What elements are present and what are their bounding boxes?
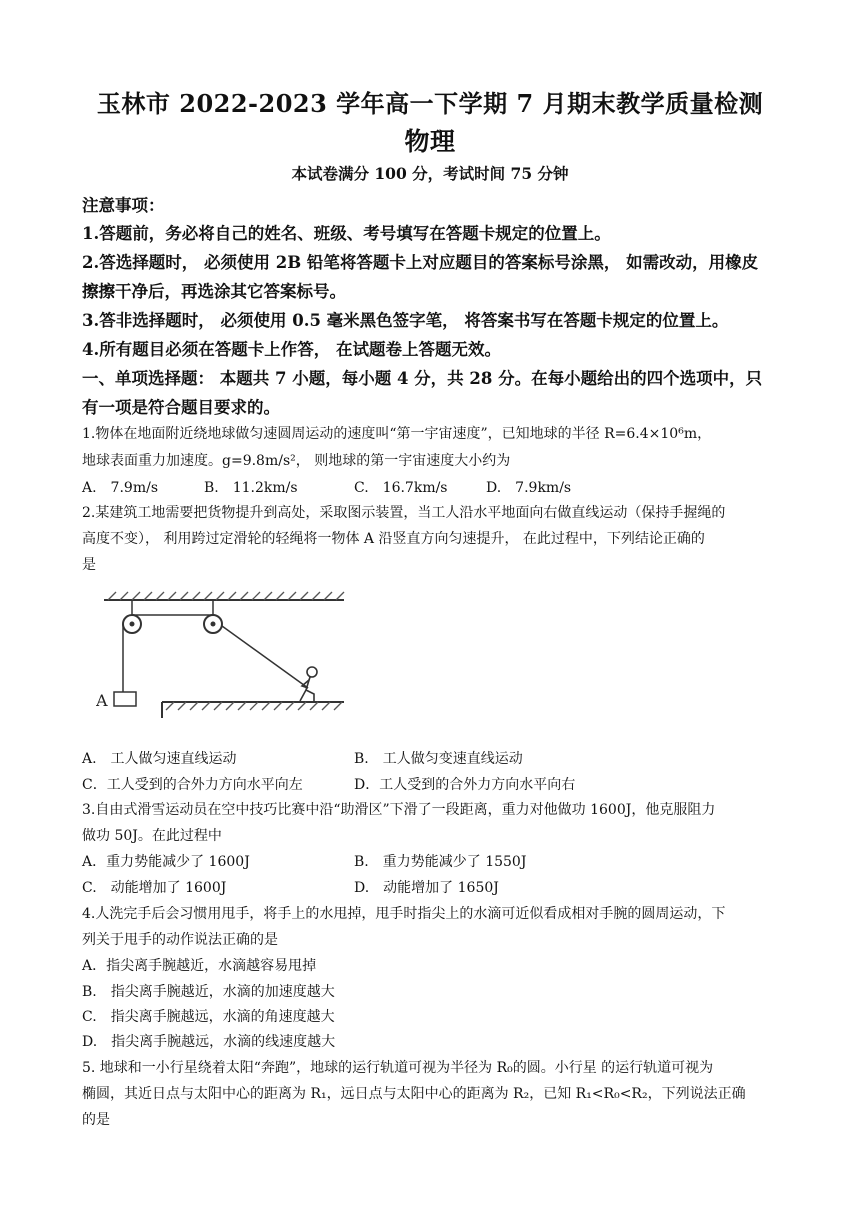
q5-stem-cont: 椭圆，其近日点与太阳中心的距离为 R₁，远日点与太阳中心的距离为 R₂，已知 R₁<R₀<R₂，下列说法正确 (82, 1086, 746, 1102)
notice-item-1: 1.答题前，务必将自己的姓名、班级、考号填写在答题卡规定的位置上。 (82, 224, 611, 243)
q2-stem: 2.某建筑工地需要把货物提升到高处，采取图示装置，当工人沿水平地面向右做直线运动（保持手握绳的 (82, 505, 726, 521)
notice-heading: 注意事项： (82, 196, 165, 215)
exam-title: 玉林市 2022-2023 学年高一下学期 7 月期末教学质量检测 (96, 89, 764, 118)
q3-stem: 3.自由式滑雪运动员在空中技巧比赛中沿“助滑区”下滑了一段距离，重力对他做功 1600J，他克服阻力 (82, 802, 716, 818)
q3-stem-cont: 做功 50J。在此过程中 (82, 828, 222, 844)
q4-option-c: C. 指尖离手腕越远，水滴的角速度越大 (82, 1009, 335, 1025)
subject-title: 物理 (404, 127, 456, 156)
q1-option-a: A. 7.9m/s (82, 480, 159, 496)
q1-stem: 1.物体在地面附近绕地球做匀速圆周运动的速度叫“第一宇宙速度”，已知地球的半径 R=6.4×10⁶m， (82, 426, 712, 442)
q1-option-b: B. 11.2km/s (204, 480, 298, 496)
notice-item-2-cont: 擦擦干净后，再选涂其它答案标号。 (82, 282, 346, 301)
q2-option-d: D．工人受到的合外力方向水平向右 (354, 777, 576, 793)
section-heading: 一、单项选择题： 本题共 7 小题，每小题 4 分，共 28 分。在每小题给出的四个选项中，只 (82, 369, 763, 388)
q2-stem-end: 是 (82, 557, 96, 573)
q3-option-b: B. 重力势能减少了 1550J (354, 854, 527, 870)
q4-option-d: D. 指尖离手腕越远，水滴的线速度越大 (82, 1034, 336, 1050)
q4-stem: 4.人洗完手后会习惯用甩手，将手上的水甩掉，甩手时指尖上的水滴可近似看成相对手腕的圆周运动，下 (82, 906, 726, 922)
q1-option-c: C. 16.7km/s (354, 480, 448, 496)
q1-option-d: D. 7.9km/s (486, 480, 572, 496)
q5-stem: 5. 地球和一小行星绕着太阳“奔跑”，地球的运行轨道可视为半径为 R₀的圆。小行星 的运行轨道可视为 (82, 1060, 714, 1076)
section-heading-cont: 有一项是符合题目要求的。 (82, 398, 280, 417)
notice-item-4: 4.所有题目必须在答题卡上作答， 在试题卷上答题无效。 (82, 340, 501, 359)
block-a-label: A (96, 691, 108, 710)
q5-stem-end: 的是 (82, 1112, 110, 1128)
q4-option-b: B. 指尖离手腕越近，水滴的加速度越大 (82, 984, 335, 1000)
q4-option-a: A．指尖离手腕越近，水滴越容易甩掉 (82, 958, 317, 974)
q2-option-b: B. 工人做匀变速直线运动 (354, 751, 523, 767)
q4-stem-cont: 列关于甩手的动作说法正确的是 (82, 932, 278, 948)
q2-option-c: C．工人受到的合外力方向水平向左 (82, 777, 303, 793)
q1-stem-cont: 地球表面重力加速度。g=9.8m/s²， 则地球的第一宇宙速度大小约为 (82, 453, 511, 469)
q2-option-a: A. 工人做匀速直线运动 (82, 751, 237, 767)
notice-item-2: 2.答选择题时， 必须使用 2B 铅笔将答题卡上对应题目的答案标号涂黑， 如需改动，用橡皮 (82, 253, 759, 272)
q3-option-a: A．重力势能减少了 1600J (82, 854, 250, 870)
q2-stem-cont: 高度不变）， 利用跨过定滑轮的轻绳将一物体 A 沿竖直方向匀速提升， 在此过程中，下列结论正确的 (82, 531, 705, 547)
pulley-figure (96, 580, 376, 720)
exam-info: 本试卷满分 100 分，考试时间 75 分钟 (291, 164, 569, 183)
notice-item-3: 3.答非选择题时， 必须使用 0.5 毫米黑色签字笔， 将答案书写在答题卡规定的位置上。 (82, 311, 729, 330)
q3-option-d: D. 动能增加了 1650J (354, 880, 499, 896)
q3-option-c: C. 动能增加了 1600J (82, 880, 227, 896)
